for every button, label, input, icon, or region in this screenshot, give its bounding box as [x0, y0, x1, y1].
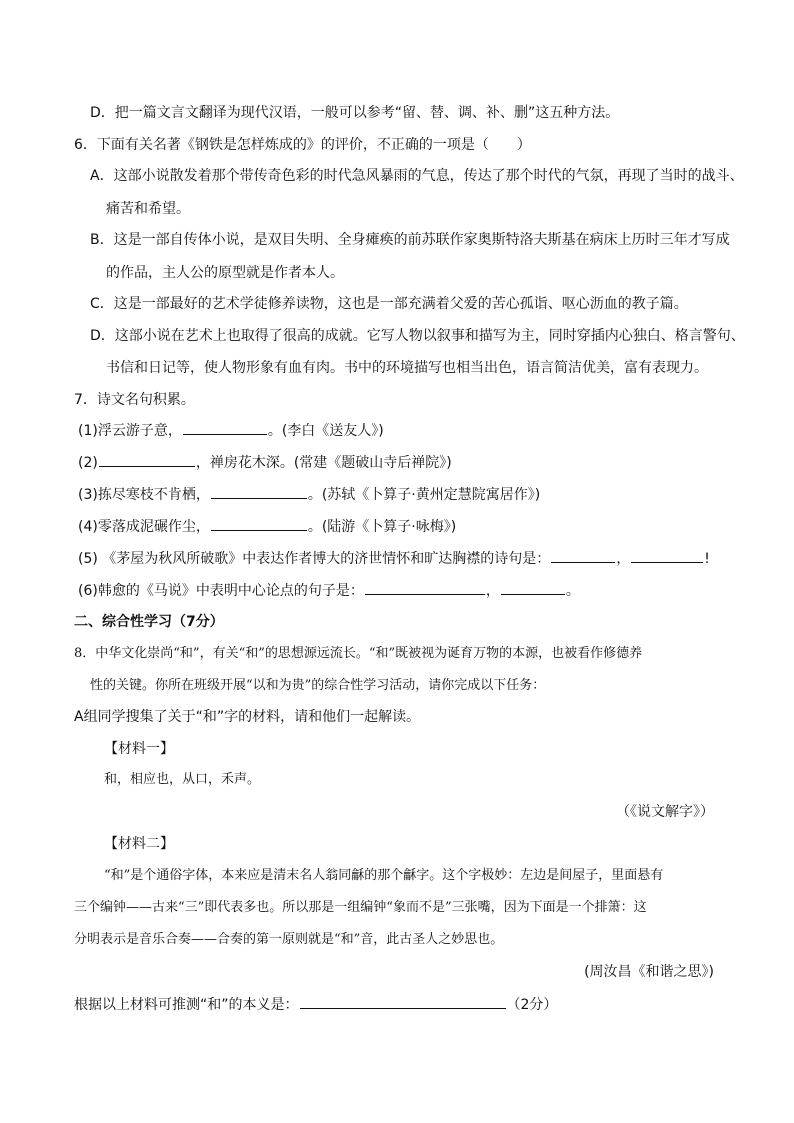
q6-option-d-line1: D．这部小说在艺术上也取得了很高的成就。它写人物以叙事和描写为主，同时穿插内心独白、格言警句、	[90, 328, 745, 344]
q7-item-5: (5) 《茅屋为秋风所破歌》中表达作者博大的济世情怀和旷达胸襟的诗句是： ， !	[78, 548, 710, 569]
section-heading: 二、综合性学习（7分）	[74, 614, 224, 630]
material-1-title: 【材料一】	[104, 741, 174, 757]
answer-blank[interactable]	[631, 548, 703, 563]
q8-stem-line2: 性的关键。你所在班级开展“以和为贵”的综合性学习活动，请你完成以下任务：	[90, 678, 546, 693]
material-1-source: （《说文解字》）	[616, 804, 714, 820]
answer-blank[interactable]	[300, 994, 506, 1009]
q6-option-d-line2: 书信和日记等，使人物形象有血有肉。书中的环境描写也相当出色，语言简洁优美，富有表现力。	[106, 360, 708, 376]
q8-stem-line1: 8．中华文化崇尚“和”，有关“和”的思想源远流长。“和”既被视为诞育万物的本源，也被看作修德养	[74, 646, 643, 661]
q7-item-4: (4)零落成泥碾作尘， 。(陆游《卜算子·咏梅》)	[78, 516, 456, 537]
material-2-source: (周汝昌《和谐之思》)	[584, 964, 714, 980]
answer-blank[interactable]	[551, 548, 615, 563]
q7-item-6: (6)韩愈的《马说》中表明中心论点的句子是： ， 。	[78, 580, 580, 601]
q6-option-a-line1: A．这部小说散发着那个带传奇色彩的时代急风暴雨的气息，传达了那个时代的气氛，再现了当时的战斗、	[90, 168, 744, 184]
q7-item-3: (3)拣尽寒枝不肯栖， 。(苏轼《卜算子·黄州定慧院寓居作》)	[78, 484, 540, 505]
q7-item-2: (2) ，禅房花木深。(常建《题破山寺后禅院》)	[78, 452, 452, 473]
q7-stem: 7．诗文名句积累。	[74, 392, 195, 408]
answer-blank[interactable]	[211, 516, 307, 531]
q8-question: 根据以上材料可推测“和”的本义是： （2分）	[74, 994, 557, 1015]
material-2-line2: 三个编钟——古来“三”即代表多也。所以那是一组编钟“象而不是”三张嘴，因为下面是一个排箫：这	[74, 900, 647, 915]
q6-option-c: C．这是一部最好的艺术学徒修养读物，这也是一部充满着父爱的苦心孤诣、呕心沥血的教子篇。	[90, 296, 688, 312]
q5-option-d: D．把一篇文言文翻译为现代汉语，一般可以参考“留、替、调、补、删”这五种方法。	[90, 105, 620, 121]
q6-stem: 6．下面有关名著《钢铁是怎样炼成的》的评价，不正确的一项是（ ）	[74, 137, 531, 153]
answer-blank[interactable]	[365, 580, 485, 595]
answer-blank[interactable]	[501, 580, 565, 595]
answer-blank[interactable]	[183, 420, 267, 435]
material-1-text: 和，相应也，从口，禾声。	[104, 772, 261, 787]
answer-blank[interactable]	[211, 484, 307, 499]
material-2-line1: “和”是个通俗字体，本来应是清末名人翁同龢的那个龢字。这个字极妙：左边是间屋子，里面悬有	[104, 868, 664, 883]
material-2-line3: 分明表示是音乐合奏——合奏的第一原则就是“和”音，此古圣人之妙思也。	[74, 932, 504, 947]
group-a-intro: A组同学搜集了关于“和”字的材料，请和他们一起解读。	[74, 709, 421, 725]
q7-item-1: (1)浮云游子意， 。(李白《送友人》)	[78, 420, 384, 441]
q6-option-b-line1: B．这是一部自传体小说，是双目失明、全身瘫痪的前苏联作家奥斯特洛夫斯基在病床上历时三年才写成	[90, 232, 730, 248]
q6-option-b-line2: 的作品，主人公的原型就是作者本人。	[106, 265, 344, 281]
answer-blank[interactable]	[99, 452, 195, 467]
material-2-title: 【材料二】	[104, 836, 174, 852]
q6-option-a-line2: 痛苦和希望。	[106, 201, 190, 217]
